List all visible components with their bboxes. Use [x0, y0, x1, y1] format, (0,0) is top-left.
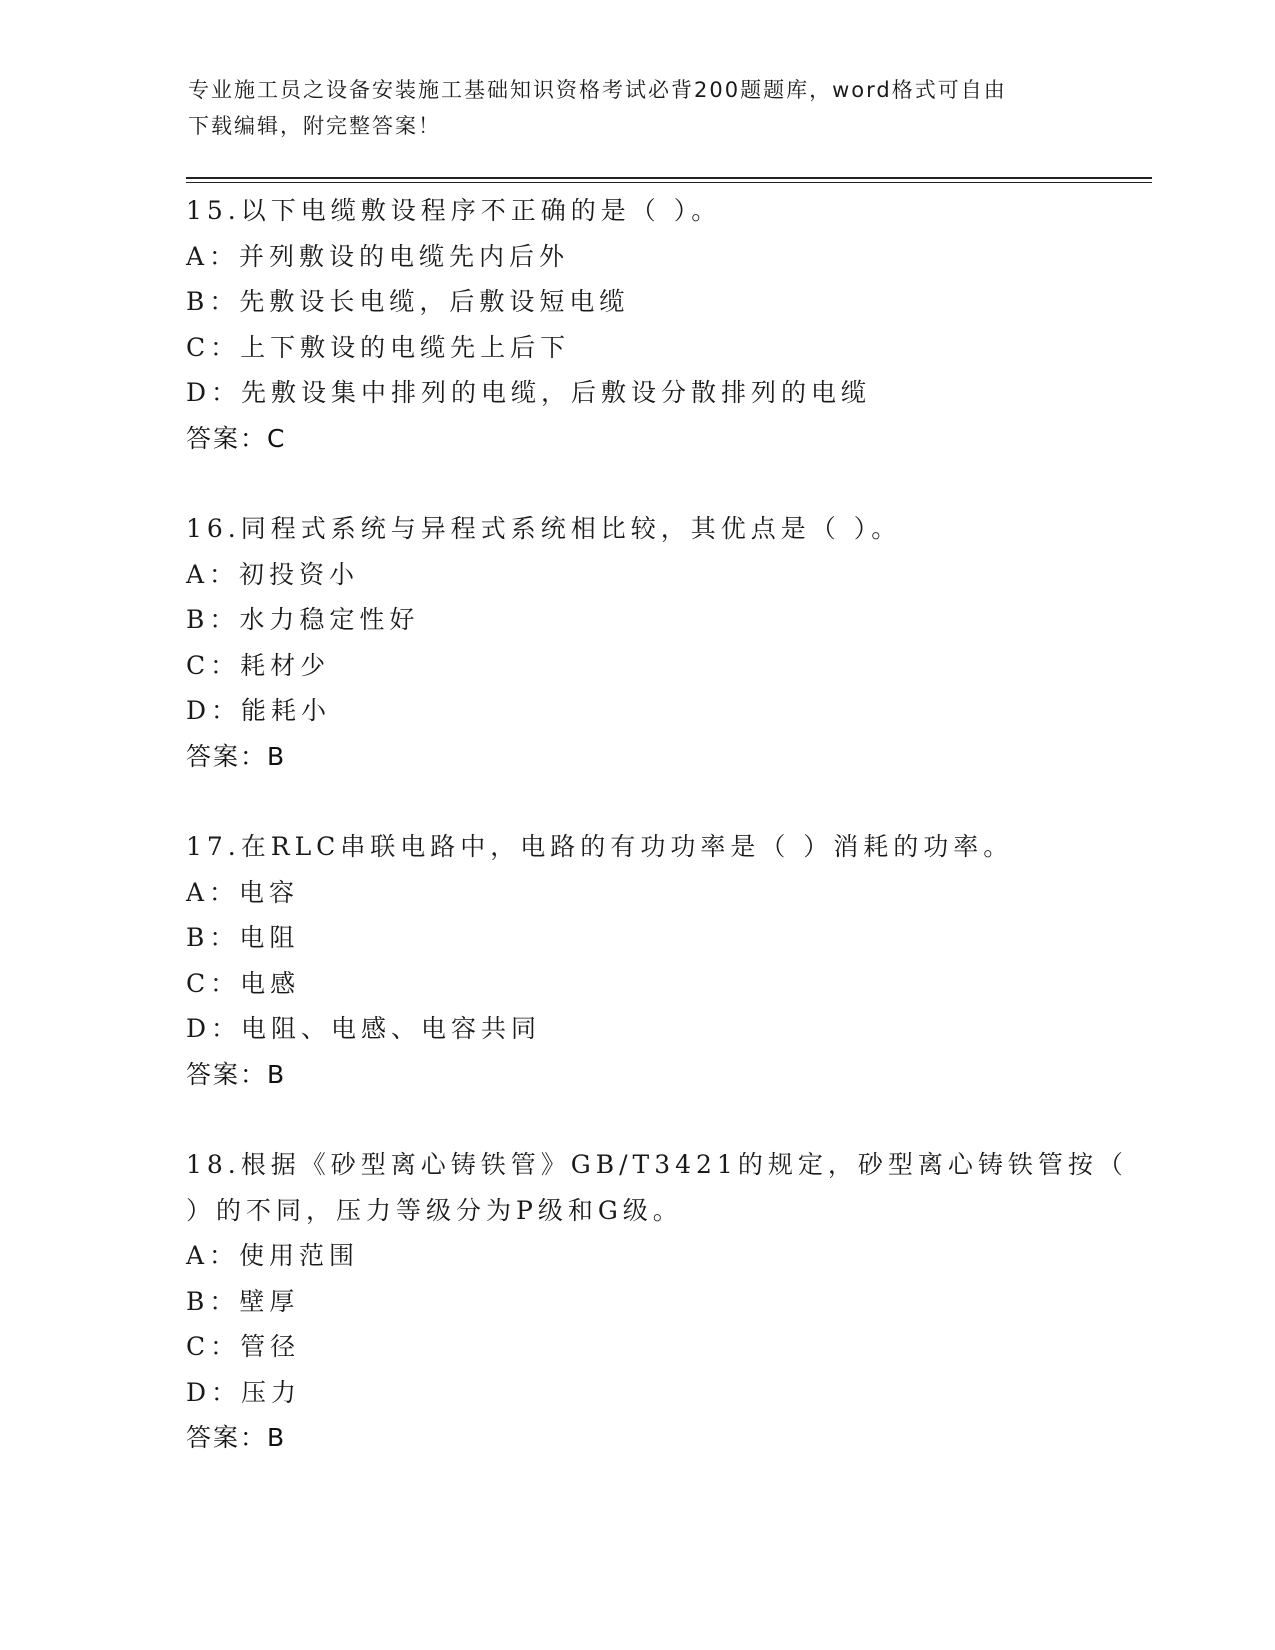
question-stem: 17.在RLC串联电路中，电路的有功功率是（ ）消耗的功率。	[186, 832, 1014, 861]
question-15	[186, 188, 1086, 461]
option-c: C：管径	[186, 1332, 301, 1361]
option-b: B：电阻	[186, 923, 300, 952]
question-stem-line-1: 18.根据《砂型离心铸铁管》GB/T3421的规定，砂型离心铸铁管按（	[186, 1150, 1128, 1179]
header-line-1: 专业施工员之设备安装施工基础知识资格考试必背200题题库，word格式可自由	[188, 78, 1007, 102]
question-17	[186, 824, 1086, 1097]
option-a: A：使用范围	[186, 1241, 360, 1270]
option-a: A：初投资小	[186, 559, 360, 589]
header-divider-thick	[186, 177, 1152, 179]
option-c: C：电感	[186, 968, 301, 998]
answer-line: 答案：B	[186, 741, 287, 771]
option-c: C：上下敷设的电缆先上后下	[186, 332, 571, 362]
answer-line: 答案：B	[186, 1423, 287, 1452]
option-b: B：水力稳定性好	[186, 605, 420, 634]
option-d: D：先敷设集中排列的电缆，后敷设分散排列的电缆	[186, 378, 872, 407]
question-stem-line-2: ）的不同，压力等级分为P级和G级。	[186, 1195, 683, 1225]
option-d: D：能耗小	[186, 696, 332, 725]
question-18	[186, 1142, 1128, 1461]
option-b: B：壁厚	[186, 1286, 300, 1316]
header-line-2: 下载编辑，附完整答案！	[188, 114, 441, 138]
answer-line: 答案：C	[186, 423, 287, 453]
option-d: D：电阻、电感、电容共同	[186, 1014, 542, 1043]
question-stem: 16.同程式系统与异程式系统相比较，其优点是（ ）。	[186, 514, 902, 543]
question-stem: 15.以下电缆敷设程序不正确的是（ ）。	[186, 196, 722, 225]
option-c: C：耗材少	[186, 650, 331, 680]
option-a: A：电容	[186, 877, 300, 907]
option-d: D：压力	[186, 1377, 302, 1407]
answer-line: 答案：B	[186, 1059, 287, 1089]
option-a: A：并列敷设的电缆先内后外	[186, 241, 570, 271]
document-header	[188, 72, 1088, 144]
question-16	[186, 506, 1086, 779]
header-divider-thin	[186, 182, 1152, 183]
option-b: B：先敷设长电缆，后敷设短电缆	[186, 287, 630, 316]
question-list	[186, 188, 1128, 1506]
